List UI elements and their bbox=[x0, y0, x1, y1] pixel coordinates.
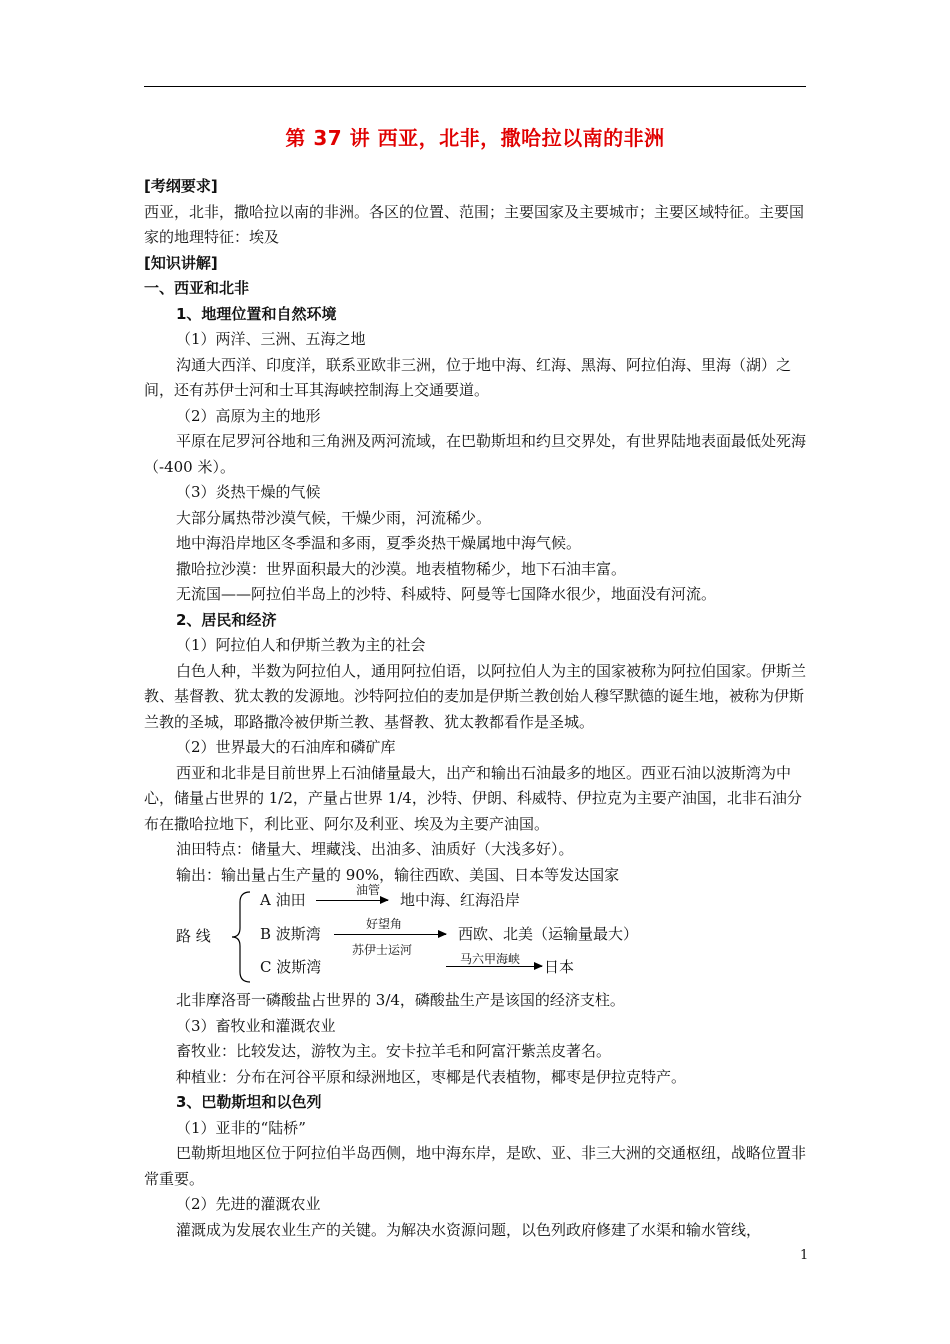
page-title: 第 37 讲 西亚，北非，撒哈拉以南的非洲 bbox=[285, 126, 665, 150]
route-b-arrow-icon bbox=[334, 934, 446, 935]
route-label: 路 线 bbox=[176, 927, 211, 945]
route-a-arrow-icon bbox=[316, 900, 388, 901]
page-number: 1 bbox=[800, 1248, 809, 1263]
document-body bbox=[144, 174, 808, 1243]
item-heading: （2）高原为主的地形 bbox=[176, 406, 321, 425]
item-heading: （1）亚非的“陆桥” bbox=[176, 1118, 306, 1137]
route-b-via-2: 苏伊士运河 bbox=[352, 943, 413, 957]
subsection-heading: 3、巴勒斯坦和以色列 bbox=[176, 1093, 322, 1111]
paragraph: 北非摩洛哥一磷酸盐占世界的 3/4，磷酸盐生产是该国的经济支柱。 bbox=[176, 991, 625, 1009]
item-heading: （2）世界最大的石油库和磷矿库 bbox=[176, 738, 396, 756]
paragraph: 平原在尼罗河谷地和三角洲及两河流域，在巴勒斯坦和约旦交界处，有世界陆地表面最低处死海（-400 米）。 bbox=[144, 432, 807, 476]
paragraph: 撒哈拉沙漠：世界面积最大的沙漠。地表植物稀少，地下石油丰富。 bbox=[176, 559, 627, 578]
subsection-heading: 1、地理位置和自然环境 bbox=[176, 304, 337, 323]
route-a-from: A 油田 bbox=[260, 891, 306, 909]
paragraph: 巴勒斯坦地区位于阿拉伯半岛西侧，地中海东岸，是欧、亚、非三大洲的交通枢纽，战略位置非常重要。 bbox=[144, 1144, 807, 1188]
route-a-via: 油管 bbox=[356, 883, 381, 897]
paragraph: 输出：输出量占生产量的 90%，输往西欧、美国、日本等发达国家 bbox=[176, 865, 620, 884]
item-heading: （2）先进的灌溉农业 bbox=[176, 1195, 321, 1213]
paragraph: 种植业：分布在河谷平原和绿洲地区，枣椰是代表植物，椰枣是伊拉克特产。 bbox=[176, 1067, 687, 1086]
paragraph: 白色人种，半数为阿拉伯人，通用阿拉伯语，以阿拉伯人为主的国家被称为阿拉伯国家。伊斯兰教、基督教、犹太教的发源地。沙特阿拉伯的麦加是伊斯兰教创始人穆罕默德的诞生地，被称为伊斯兰教的圣城，耶路撒冷被伊斯兰教、基督教、犹太教都看作是圣城。 bbox=[144, 661, 807, 731]
paragraph: 西亚和北非是目前世界上石油储量最大，出产和输出石油最多的地区。西亚石油以波斯湾为中心，储量占世界的 1/2，产量占世界 1/4，沙特、伊朗、科威特、伊拉克为主要产油国，北非石油分布在撒哈拉地下，利比亚、阿尔及利亚、埃及为主要产油国。 bbox=[144, 763, 802, 833]
route-b-from: B 波斯湾 bbox=[260, 925, 321, 943]
section-heading: [考纲要求] bbox=[144, 177, 218, 195]
paragraph: 地中海沿岸地区冬季温和多雨，夏季炎热干燥属地中海气候。 bbox=[176, 534, 582, 552]
route-c-from: C 波斯湾 bbox=[260, 958, 322, 976]
paragraph: 大部分属热带沙漠气候，干燥少雨，河流稀少。 bbox=[176, 508, 492, 527]
route-b-to: 西欧、北美（运输量最大） bbox=[458, 925, 639, 943]
paragraph: 无流国——阿拉伯半岛上的沙特、科威特、阿曼等七国降水很少，地面没有河流。 bbox=[176, 585, 717, 603]
section-heading: [知识讲解] bbox=[144, 253, 218, 272]
item-heading: （1）两洋、三洲、五海之地 bbox=[176, 330, 366, 348]
oil-export-route-diagram bbox=[144, 883, 808, 988]
paragraph: 畜牧业：比较发达，游牧为主。安卡拉羊毛和阿富汗紫羔皮著名。 bbox=[176, 1042, 612, 1060]
item-heading: （1）阿拉伯人和伊斯兰教为主的社会 bbox=[176, 636, 426, 654]
item-heading: （3）炎热干燥的气候 bbox=[176, 483, 321, 501]
header-rule bbox=[144, 86, 806, 87]
item-heading: （3）畜牧业和灌溉农业 bbox=[176, 1016, 336, 1035]
paragraph: 灌溉成为发展农业生产的关键。为解决水资源问题，以色列政府修建了水渠和输水管线， bbox=[176, 1220, 762, 1239]
section-heading: 一、西亚和北非 bbox=[144, 279, 250, 297]
route-c-arrow-icon bbox=[446, 966, 542, 967]
paragraph: 西亚，北非，撒哈拉以南的非洲。各区的位置、范围；主要国家及主要城市；主要区域特征。主要国家的地理特征：埃及 bbox=[144, 202, 805, 246]
brace-icon bbox=[230, 890, 252, 984]
route-c-via: 马六甲海峡 bbox=[460, 952, 521, 966]
route-a-to: 地中海、红海沿岸 bbox=[400, 891, 521, 909]
route-b-via-1: 好望角 bbox=[366, 917, 403, 931]
route-c-to: 日本 bbox=[544, 958, 575, 976]
paragraph: 沟通大西洋、印度洋，联系亚欧非三洲，位于地中海、红海、黑海、阿拉伯海、里海（湖）之间，还有苏伊士河和士耳其海峡控制海上交通要道。 bbox=[144, 355, 792, 399]
paragraph: 油田特点：储量大、埋藏浅、出油多、油质好（大浅多好）。 bbox=[176, 840, 574, 858]
subsection-heading: 2、居民和经济 bbox=[176, 610, 277, 629]
